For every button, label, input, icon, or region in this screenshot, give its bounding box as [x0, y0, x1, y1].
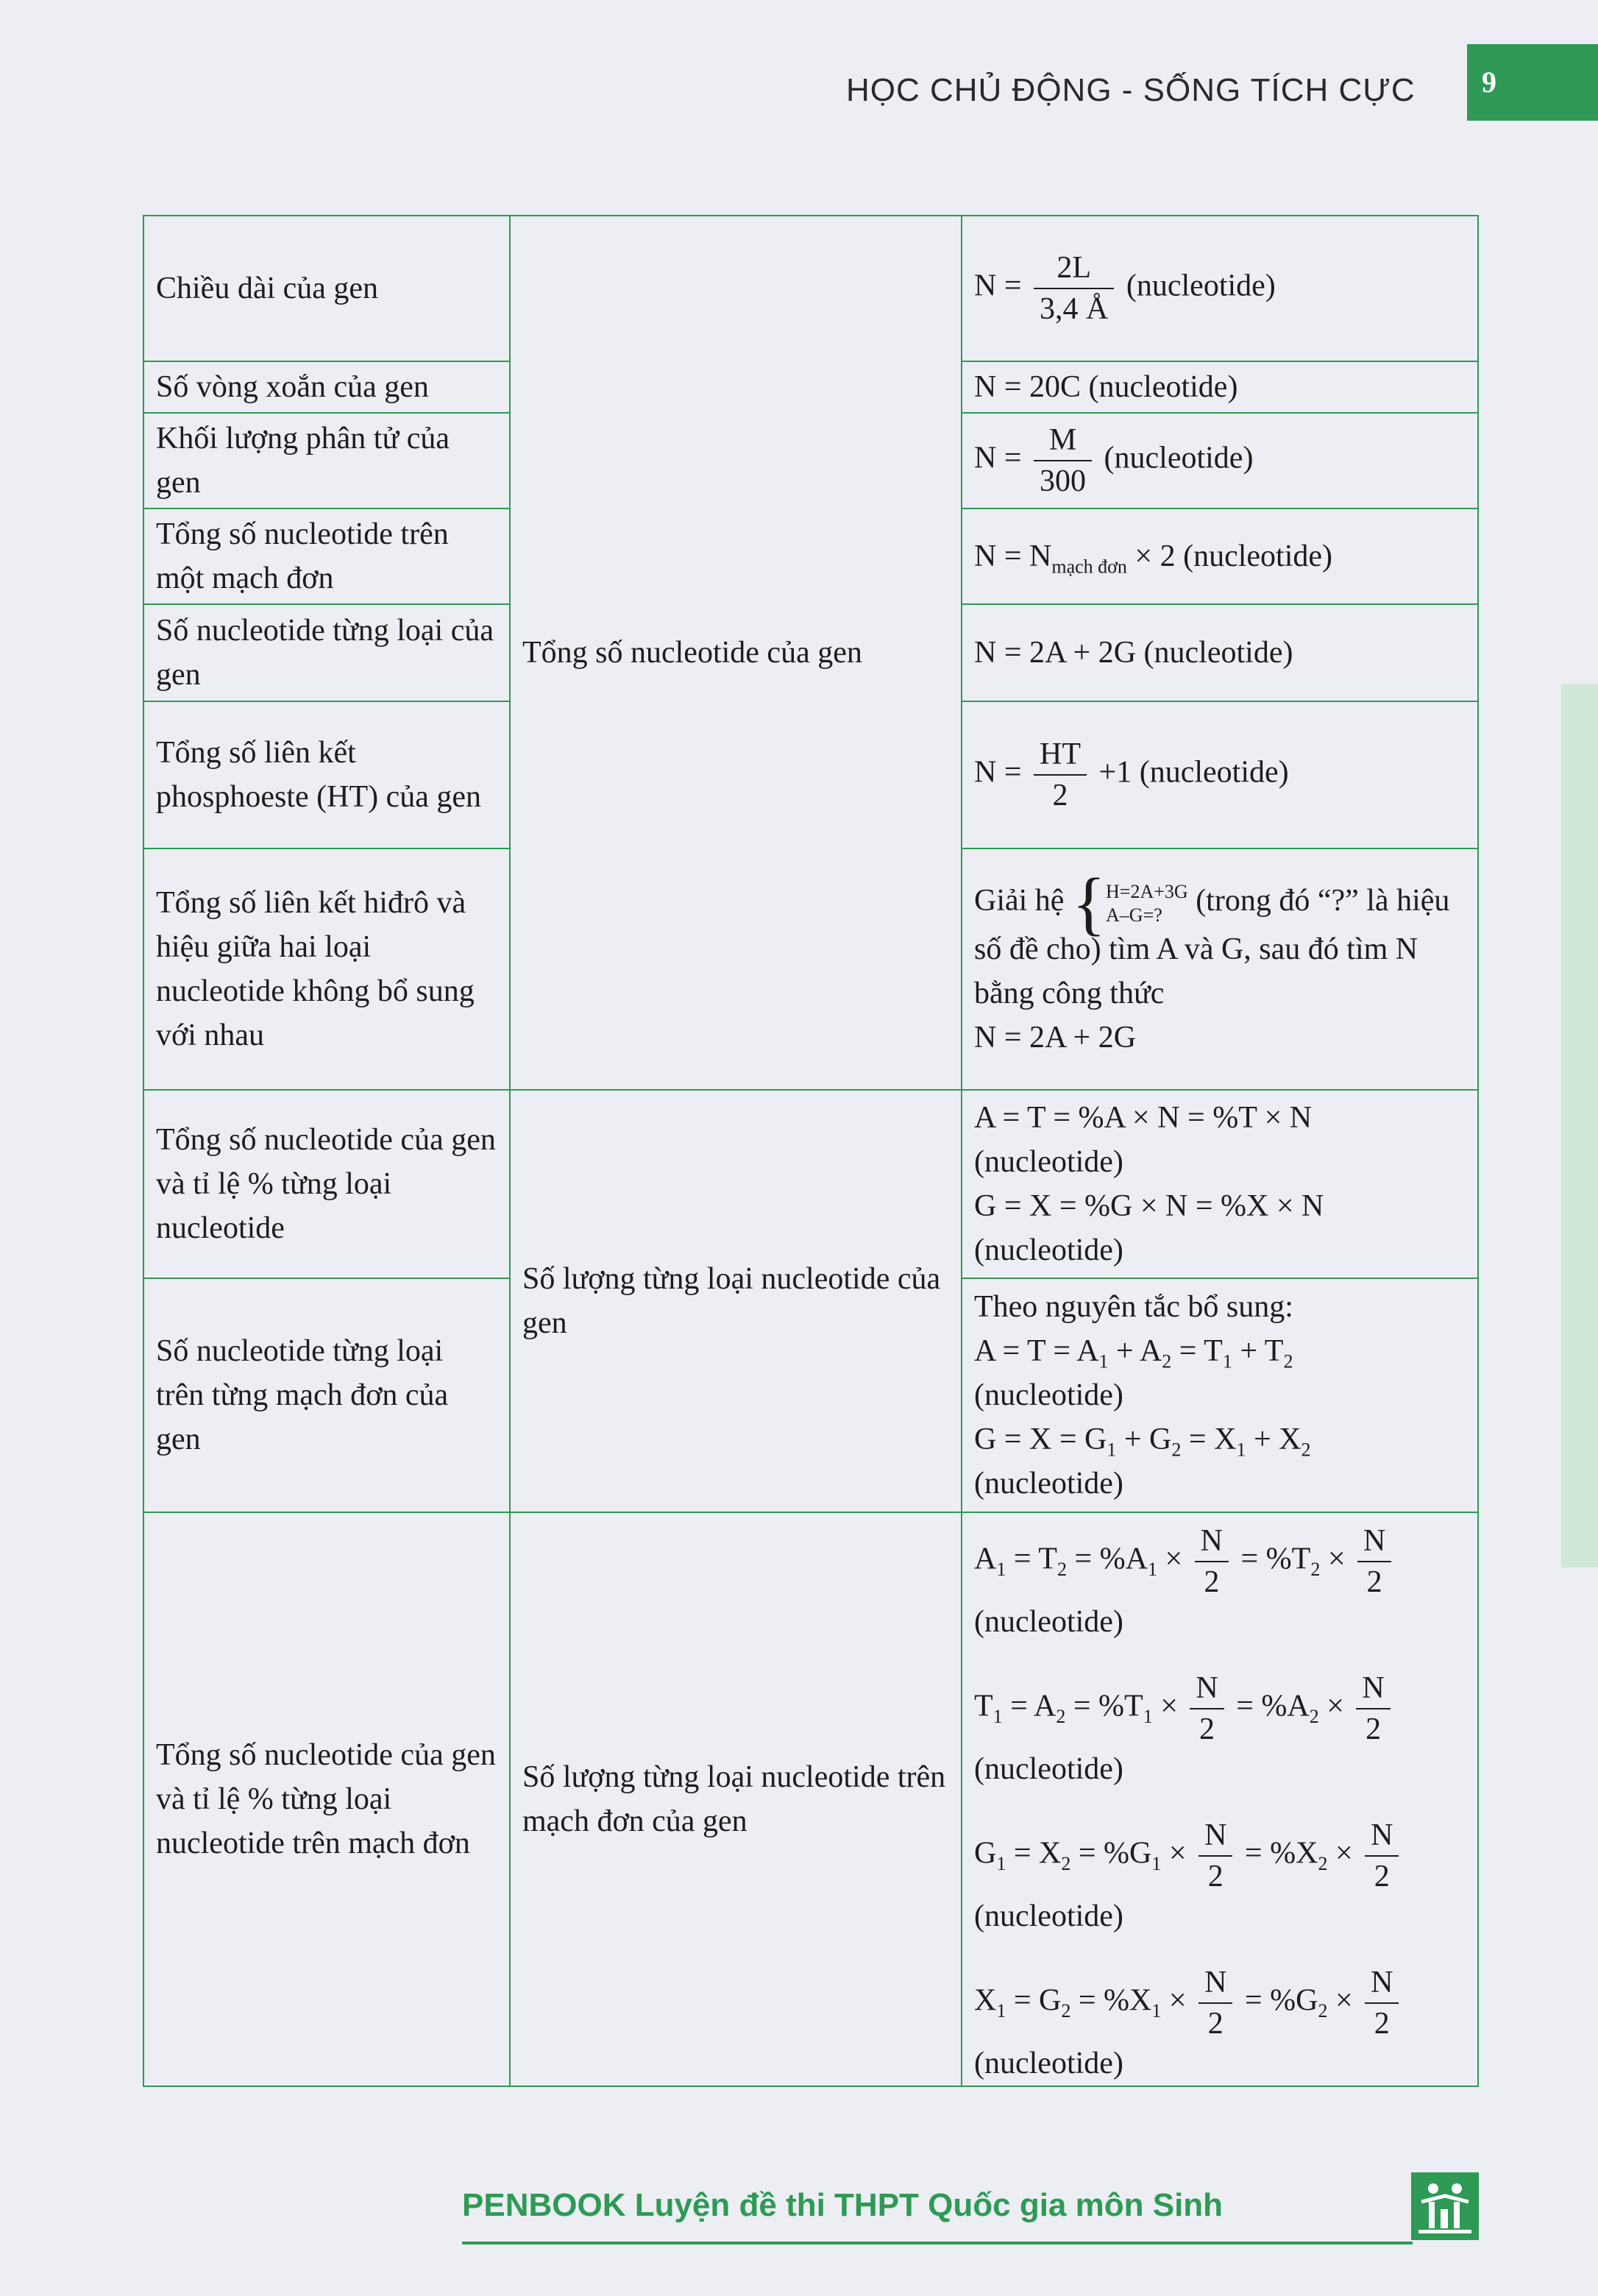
formula-table [143, 215, 1479, 2087]
row-label: Khối lượng phân tử của gen [143, 413, 510, 509]
formula-cell: $N = N_{mạch đơn} \times 2$ (nucleotide) [962, 509, 1478, 604]
row-label: Số nucleotide từng loại của gen [143, 604, 510, 701]
formula-cell: Giải hệ { H=2A+3G A–G=? (trong đó “?” là hiệu số đề cho) tìm A và G, sau đó tìm N bằng công thức N = 2A + 2G [962, 848, 1478, 1090]
table-row [143, 1512, 1478, 2086]
side-tab-decoration [1561, 684, 1598, 1567]
formula-cell: N = 20C (nucleotide) [962, 361, 1478, 413]
row-label: Tổng số liên kết phosphoeste (HT) của gen [143, 701, 510, 848]
row-label: Số nucleotide từng loại trên từng mạch đơn của gen [143, 1278, 510, 1512]
formula-cell: A = T = %A × N = %T × N (nucleotide) G = X = %G × N = %X × N (nucleotide) [962, 1090, 1478, 1278]
family-logo-icon [1411, 2172, 1479, 2240]
row-label: Tổng số nucleotide trên một mạch đơn [143, 509, 510, 604]
group-label-strand: Số lượng từng loại nucleotide trên mạch đơn của gen [510, 1512, 962, 2086]
formula-cell: N = 2A + 2G (nucleotide) [962, 604, 1478, 701]
formula-cell: $A_1 = T_2 = \%A_1$ × $\frac{N}{2}$ = $\%T_2$ × $\frac{N}{2}$ (nucleotide) $T_1 = A_2 = \%T_1$ × $\frac{N}{2}$ = $\%A_2$ × $\frac{N}{2}$ (nucleotide) $G_1 = X_2 = \%G_1$ × $\frac{N}{2}$ = $\%X_2$ × $\frac{N}{2}$ (nucleotide) $X_1 = G_2 = \%X_1$ × $\frac{N}{2}$ = $\%G_2$ × $\frac{N}{2}$ (nucleotide) [962, 1512, 1478, 2086]
page-number: 9 [1467, 44, 1598, 121]
row-label: Tổng số nucleotide của gen và tỉ lệ % từng loại nucleotide [143, 1090, 510, 1278]
table-row [143, 216, 1478, 361]
row-label: Tổng số liên kết hiđrô và hiệu giữa hai loại nucleotide không bổ sung với nhau [143, 848, 510, 1090]
brace-icon: { [1071, 863, 1107, 943]
row-label: Tổng số nucleotide của gen và tỉ lệ % từng loại nucleotide trên mạch đơn [143, 1512, 510, 2086]
footer-title: PENBOOK Luyện đề thi THPT Quốc gia môn Sinh [462, 2187, 1224, 2223]
row-label: Chiều dài của gen [143, 216, 510, 361]
formula-cell: N = $\frac{2L}{3,4 Å}$ (nucleotide) [962, 216, 1478, 361]
formula-cell: N = $\frac{M}{300}$ (nucleotide) [962, 413, 1478, 509]
row-label: Số vòng xoắn của gen [143, 361, 510, 413]
group-label-total: Tổng số nucleotide của gen [510, 216, 962, 1090]
footer-divider [462, 2242, 1413, 2244]
formula-cell: Theo nguyên tắc bổ sung: $A = T = A_1 + A_2 = T_1 + T_2$ (nucleotide) $G = X = G_1 + G_2 = X_1 + X_2$ (nucleotide) [962, 1278, 1478, 1512]
table-row [143, 1090, 1478, 1278]
formula-cell: N = $\frac{HT}{2}$ +1 (nucleotide) [962, 701, 1478, 848]
page-header-title: HỌC CHỦ ĐỘNG - SỐNG TÍCH CỰC [846, 72, 1416, 108]
group-label-type: Số lượng từng loại nucleotide của gen [510, 1090, 962, 1512]
